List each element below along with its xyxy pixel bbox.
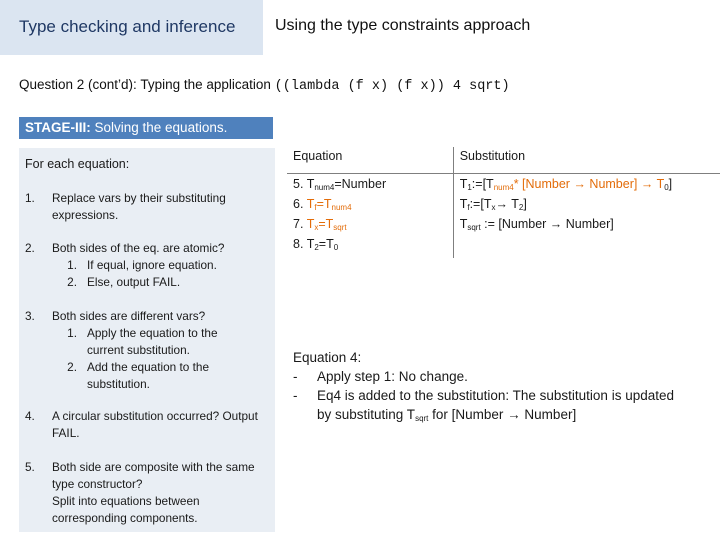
- question-line: [19, 77, 510, 94]
- equation-row: 5. $T_{num4}=Number$: [293, 177, 387, 192]
- substitution-row: $T_f:=[T_x\to T_2]$: [459, 197, 527, 212]
- equation-row: 8. $T_2=T_0$: [293, 237, 339, 252]
- slide-subtitle: Using the type constraints approach: [275, 17, 531, 34]
- column-header-substitution: Substitution: [453, 147, 720, 174]
- step-number: 4.: [25, 409, 35, 423]
- steps-intro: For each equation:: [25, 157, 130, 171]
- slide-title: Type checking and inference: [19, 17, 236, 36]
- steps-panel: [19, 148, 275, 532]
- sub-step: 1. If equal, ignore equation.: [67, 258, 217, 272]
- note-bullet: - Apply step 1: No change.: [293, 369, 468, 384]
- equation-4-note: [293, 348, 677, 428]
- equations-table: [287, 147, 720, 258]
- step-text: Both side are composite with the same type constructor?: [52, 460, 255, 491]
- question-code: ((lambda (f x) (f x)) 4 sqrt): [274, 79, 510, 94]
- step-text: Both sides of the eq. are atomic?: [52, 241, 225, 255]
- step-text: Replace vars by their substituting expressions.: [52, 191, 226, 222]
- equation-row: 6. $T_f=T_{num4}$: [293, 197, 352, 212]
- substitution-list: [453, 174, 720, 259]
- sub-step: 2. Add the equation to the substitution.: [67, 360, 210, 391]
- stage-label: STAGE-III:: [25, 120, 91, 135]
- step-number: 5.: [25, 460, 35, 474]
- substitution-row: $T_{sqrt}$ := [Number → Number]: [459, 217, 614, 232]
- note-bullet: - Eq4 is added to the substitution: The substitution is updated by substituting $T_{sqrt}$ for [Number → Number]: [293, 388, 674, 423]
- equation-list: [287, 174, 453, 259]
- step-text: A circular substitution occurred? Output FAIL.: [52, 409, 258, 440]
- equation-row: 7. $T_x=T_{sqrt}$: [293, 217, 347, 232]
- header-title-box: [0, 0, 263, 55]
- step-extra: Split into equations between corresponding components.: [52, 494, 200, 525]
- column-header-equation: Equation: [287, 147, 453, 174]
- step-text: Both sides are different vars?: [52, 309, 206, 323]
- note-title: Equation 4:: [293, 350, 362, 365]
- step-number: 1.: [25, 191, 35, 205]
- sub-step: 2. Else, output FAIL.: [67, 275, 181, 289]
- substitution-row: $T_1:=[T_{num4}*$ [Number → Number] → $T_0$]: [459, 177, 673, 192]
- question-label: Question 2 (cont’d): Typing the application: [19, 77, 271, 92]
- slide-header: [0, 0, 720, 55]
- sub-step: 1. Apply the equation to the current substitution.: [67, 326, 218, 357]
- stage-banner: [19, 117, 273, 139]
- step-number: 3.: [25, 309, 35, 323]
- step-number: 2.: [25, 241, 35, 255]
- stage-text: Solving the equations.: [90, 120, 228, 135]
